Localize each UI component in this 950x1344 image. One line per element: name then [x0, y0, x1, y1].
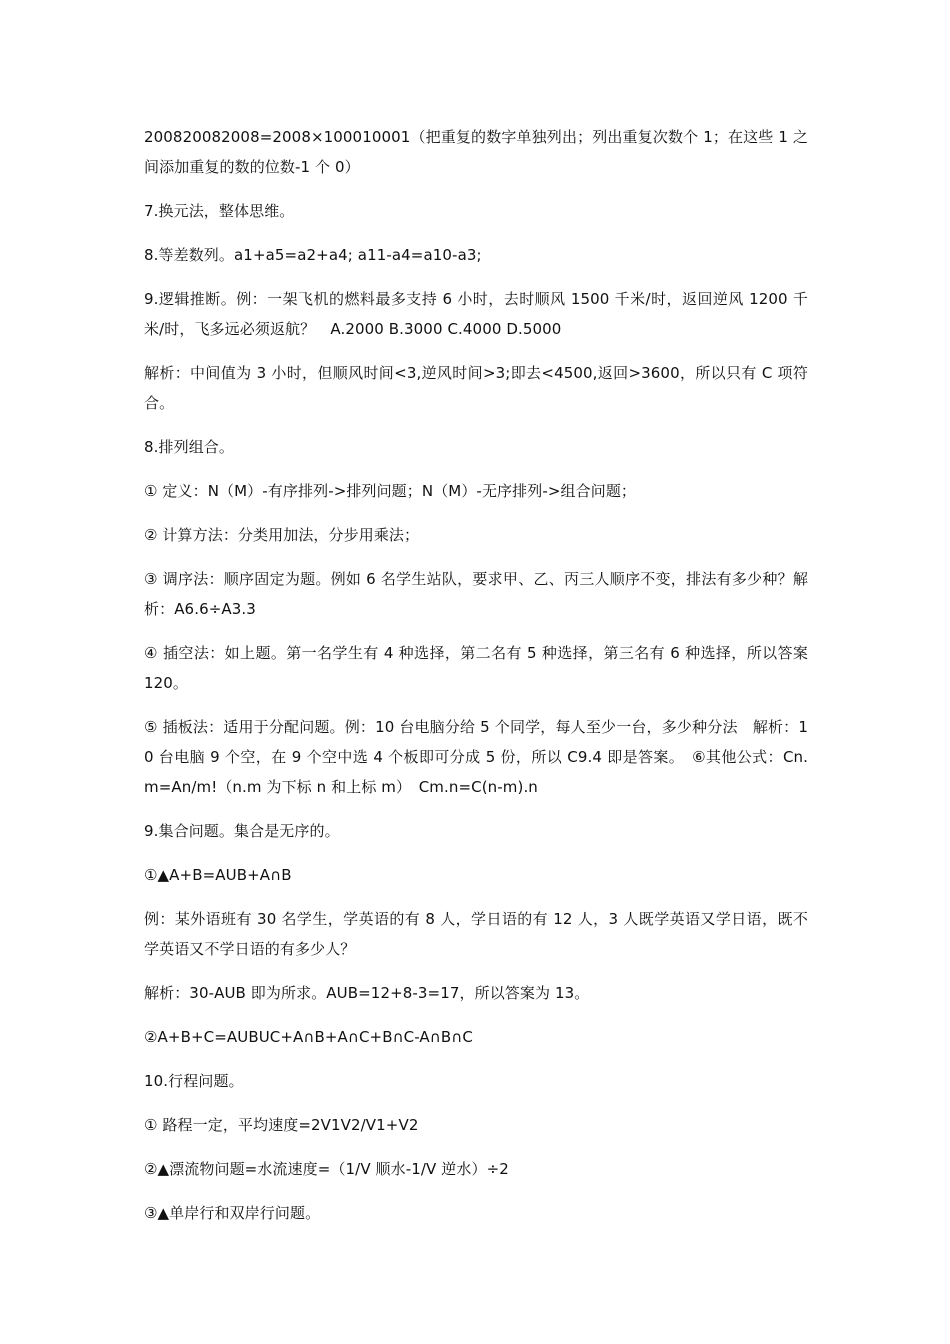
paragraph-inference-analysis: 解析：中间值为 3 小时，但顺风时间<3,逆风时间>3;即去<4500,返回>3600，所以只有 C 项符合。 — [144, 364, 808, 412]
paragraph-set-example: 例：某外语班有 30 名学生，学英语的有 8 人，学日语的有 12 人，3 人既学英语又学日语，既不学英语又不学日语的有多少人？ — [144, 910, 808, 958]
paragraph-permutation-heading: 8.排列组合。 — [144, 438, 235, 456]
paragraph-set-analysis: 解析：30-AUB 即为所求。AUB=12+8-3=17，所以答案为 13。 — [144, 984, 590, 1002]
paragraph-travel-heading: 10.行程问题。 — [144, 1072, 244, 1090]
paragraph-ordering-method: ③ 调序法：顺序固定为题。例如 6 名学生站队，要求甲、乙、丙三人顺序不变，排法有多少种？解析：A6.6÷A3.3 — [144, 570, 808, 618]
document-body — [144, 122, 808, 1242]
paragraph-repeat-number-rule: 200820082008=2008×100010001（把重复的数字单独列出；列出重复次数个 1；在这些 1 之间添加重复的数的位数-1 个 0） — [144, 128, 808, 176]
paragraph-calculation-method: ② 计算方法：分类用加法，分步用乘法； — [144, 526, 420, 544]
paragraph-permutation-definition: ① 定义：N（M）-有序排列->排列问题；N（M）-无序排列->组合问题； — [144, 482, 637, 500]
paragraph-set-formula-three: ②A+B+C=AUBUC+A∩B+A∩C+B∩C-A∩B∩C — [144, 1028, 473, 1046]
paragraph-logical-inference: 9.逻辑推断。例：一架飞机的燃料最多支持 6 小时，去时顺风 1500 千米/时，返回逆风 1200 千米/时，飞多远必须返航？ A.2000 B.3000 C.4000 D.5000 — [144, 290, 808, 338]
paragraph-gap-insertion-method: ④ 插空法：如上题。第一名学生有 4 种选择，第二名有 5 种选择，第三名有 6 种选择，所以答案 120。 — [144, 644, 808, 692]
paragraph-arithmetic-sequence: 8.等差数列。a1+a5=a2+a4; a11-a4=a10-a3; — [144, 246, 482, 264]
paragraph-shore-problem: ③▲单岸行和双岸行问题。 — [144, 1204, 321, 1222]
paragraph-divider-method: ⑤ 插板法：适用于分配问题。例：10 台电脑分给 5 个同学，每人至少一台，多少种分法 解析：10 台电脑 9 个空，在 9 个空中选 4 个板即可分成 5 份，所以 C9.4 即是答案。 ⑥其他公式：Cn.m=An/m!（n.m 为下标 n 和上标 m） Cm.n=C(n-m).n — [144, 718, 808, 796]
paragraph-average-speed: ① 路程一定，平均速度=2V1V2/V1+V2 — [144, 1116, 419, 1134]
paragraph-substitution-method: 7.换元法，整体思维。 — [144, 202, 295, 220]
paragraph-set-formula-two: ①▲A+B=AUB+A∩B — [144, 866, 292, 884]
paragraph-set-heading: 9.集合问题。集合是无序的。 — [144, 822, 340, 840]
paragraph-drift-problem: ②▲漂流物问题=水流速度=（1/V 顺水-1/V 逆水）÷2 — [144, 1160, 509, 1178]
